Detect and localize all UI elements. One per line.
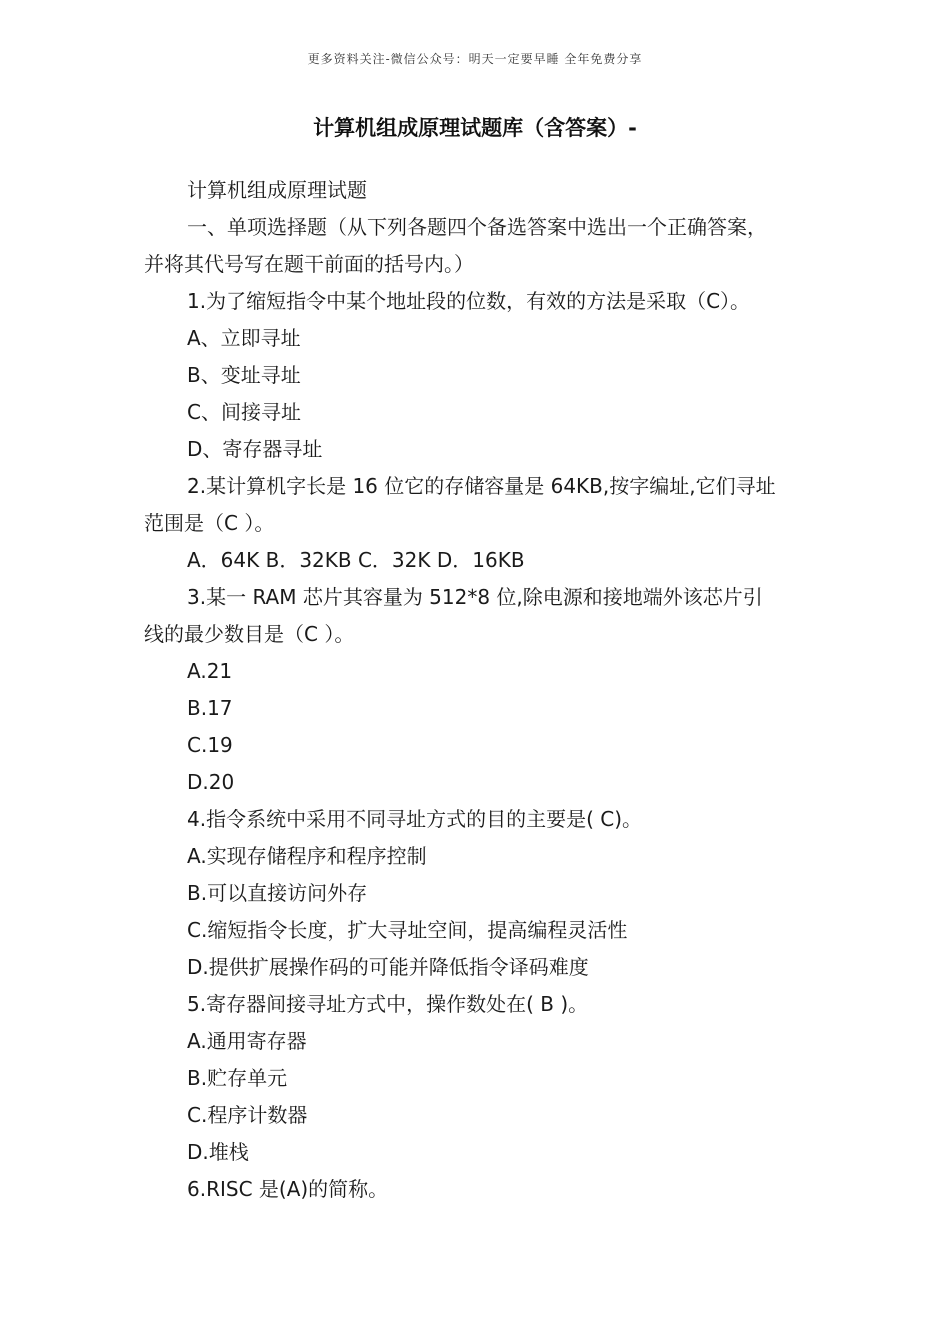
text-line: 线的最少数目是（C ）。 <box>144 622 355 646</box>
text-line: 4.指令系统中采用不同寻址方式的目的主要是( C)。 <box>187 807 643 831</box>
text-line: A．64K B．32KB C．32K D．16KB <box>187 548 525 572</box>
document-body <box>144 172 834 1208</box>
text-line: 范围是（C ）。 <box>144 511 275 535</box>
text-line: A.21 <box>187 659 233 683</box>
text-line: 2.某计算机字长是 16 位它的存储容量是 64KB,按字编址,它们寻址 <box>187 474 776 498</box>
text-line: 计算机组成原理试题 <box>187 178 367 202</box>
text-line: 3.某一 RAM 芯片其容量为 512*8 位,除电源和接地端外该芯片引 <box>187 585 763 609</box>
header-note: 更多资料关注-微信公众号：明天一定要早睡 全年免费分享 <box>307 52 643 66</box>
text-line: B.可以直接访问外存 <box>187 881 368 905</box>
text-line: D.堆栈 <box>187 1140 249 1164</box>
text-line: D.提供扩展操作码的可能并降低指令译码难度 <box>187 955 589 979</box>
text-line: C.缩短指令长度，扩大寻址空间，提高编程灵活性 <box>187 918 628 942</box>
text-line: D、寄存器寻址 <box>187 437 323 461</box>
text-line: 一、单项选择题（从下列各题四个备选答案中选出一个正确答案， <box>187 215 767 239</box>
text-line: 并将其代号写在题干前面的括号内。） <box>144 252 474 276</box>
document-title: 计算机组成原理试题库（含答案）- <box>313 116 637 140</box>
text-line: C.19 <box>187 733 233 757</box>
text-line: 5.寄存器间接寻址方式中，操作数处在( B )。 <box>187 992 589 1016</box>
text-line: D.20 <box>187 770 235 794</box>
text-line: B.贮存单元 <box>187 1066 288 1090</box>
text-line: A、立即寻址 <box>187 326 301 350</box>
text-line: 1.为了缩短指令中某个地址段的位数，有效的方法是采取（C）。 <box>187 289 751 313</box>
text-line: A.实现存储程序和程序控制 <box>187 844 427 868</box>
text-line: C、间接寻址 <box>187 400 301 424</box>
text-line: C.程序计数器 <box>187 1103 308 1127</box>
text-line: 6.RISC 是(A)的简称。 <box>187 1177 389 1201</box>
text-line: B、变址寻址 <box>187 363 301 387</box>
text-line: B.17 <box>187 696 233 720</box>
text-line: A.通用寄存器 <box>187 1029 307 1053</box>
